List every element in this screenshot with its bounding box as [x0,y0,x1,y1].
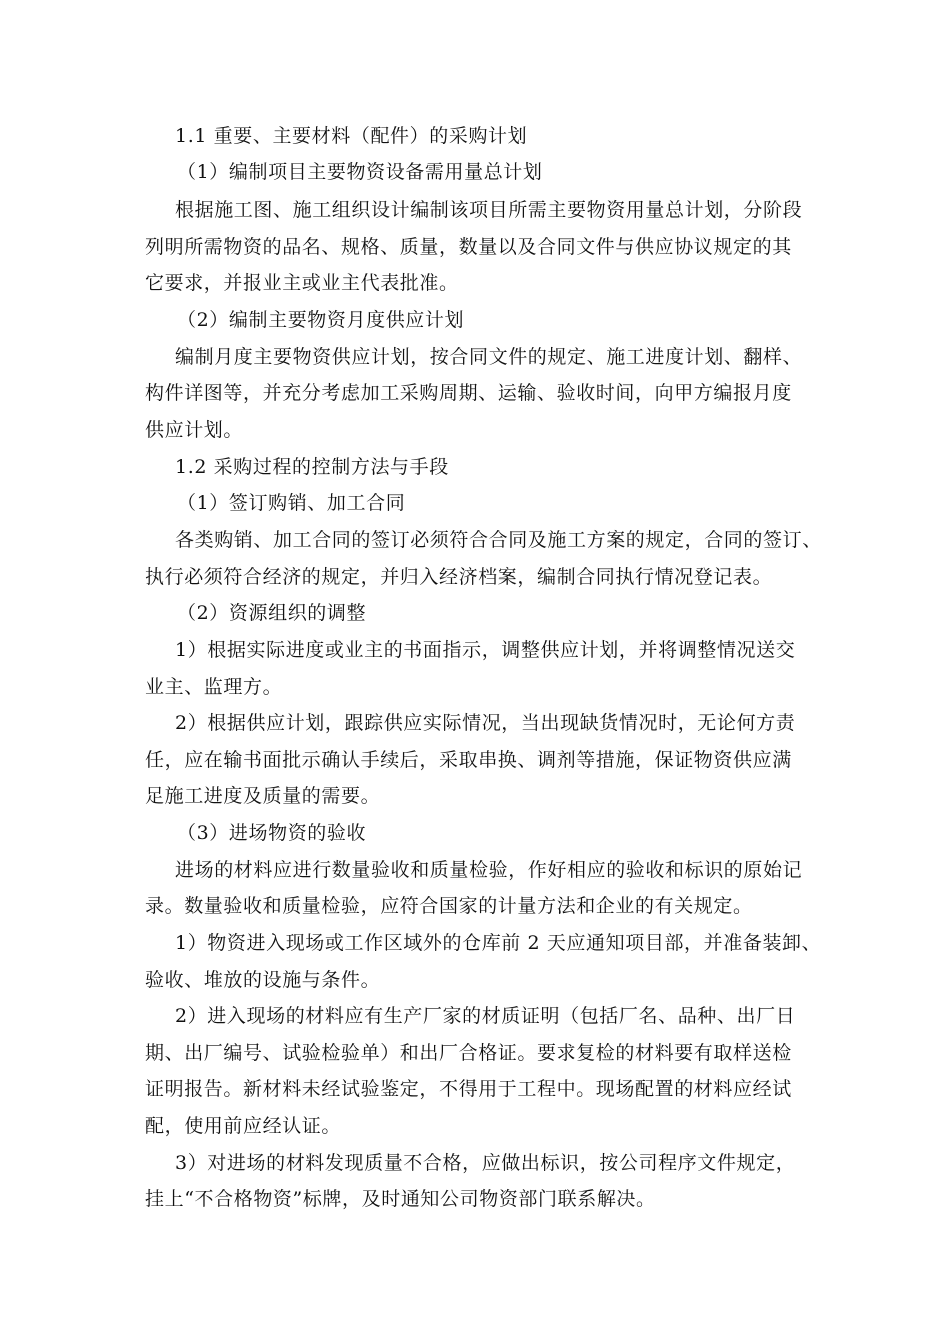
paragraph-line: 足施工进度及质量的需要。 [145,785,381,807]
subheading-2: （2）资源组织的调整 [177,602,367,624]
paragraph-line: 2）根据供应计划，跟踪供应实际情况，当出现缺货情况时，无论何方责 [175,712,796,734]
paragraph-line: 3）对进场的材料发现质量不合格，应做出标识，按公司程序文件规定， [175,1152,796,1174]
paragraph-line: 执行必须符合经济的规定，并归入经济档案，编制合同执行情况登记表。 [145,566,773,588]
paragraph-line: 1）物资进入现场或工作区域外的仓库前 2 天应通知项目部，并准备装卸、 [175,932,822,954]
paragraph-line: 1）根据实际进度或业主的书面指示，调整供应计划，并将调整情况送交 [175,639,796,661]
paragraph-line: 业主、监理方。 [145,676,283,698]
paragraph-line: 配，使用前应经认证。 [145,1115,342,1137]
paragraph-line: 挂上“不合格物资”标牌，及时通知公司物资部门联系解决。 [145,1188,656,1210]
paragraph-line: 验收、堆放的设施与条件。 [145,969,381,991]
section-heading-1-2: 1.2 采购过程的控制方法与手段 [175,456,449,478]
paragraph-line: 期、出厂编号、试验检验单）和出厂合格证。要求复检的材料要有取样送检 [145,1042,792,1064]
paragraph-line: 录。数量验收和质量检验，应符合国家的计量方法和企业的有关规定。 [145,895,753,917]
paragraph-line: 各类购销、加工合同的签订必须符合合同及施工方案的规定，合同的签订、 [175,529,822,551]
subheading-1: （1）签订购销、加工合同 [177,492,406,514]
paragraph-line: 任，应在输书面批示确认手续后，采取串换、调剂等措施，保证物资供应满 [145,749,792,771]
paragraph-line: 它要求，并报业主或业主代表批准。 [145,272,459,294]
subheading-2: （2）编制主要物资月度供应计划 [177,309,465,331]
paragraph-line: 证明报告。新材料未经试验鉴定，不得用于工程中。现场配置的材料应经试 [145,1078,792,1100]
paragraph-line: 供应计划。 [145,419,244,441]
paragraph-line: 进场的材料应进行数量验收和质量检验，作好相应的验收和标识的原始记 [175,859,803,881]
subheading-1: （1）编制项目主要物资设备需用量总计划 [177,161,543,183]
paragraph-line: 列明所需物资的品名、规格、质量，数量以及合同文件与供应协议规定的其 [145,236,792,258]
paragraph-line: 构件详图等，并充分考虑加工采购周期、运输、验收时间，向甲方编报月度 [145,382,792,404]
paragraph-line: 根据施工图、施工组织设计编制该项目所需主要物资用量总计划，分阶段 [175,199,803,221]
subheading-3: （3）进场物资的验收 [177,822,367,844]
paragraph-line: 2）进入现场的材料应有生产厂家的材质证明（包括厂名、品种、出厂日 [175,1005,796,1027]
paragraph-line: 编制月度主要物资供应计划，按合同文件的规定、施工进度计划、翻样、 [175,346,803,368]
section-heading-1-1: 1.1 重要、主要材料（配件）的采购计划 [175,125,528,147]
